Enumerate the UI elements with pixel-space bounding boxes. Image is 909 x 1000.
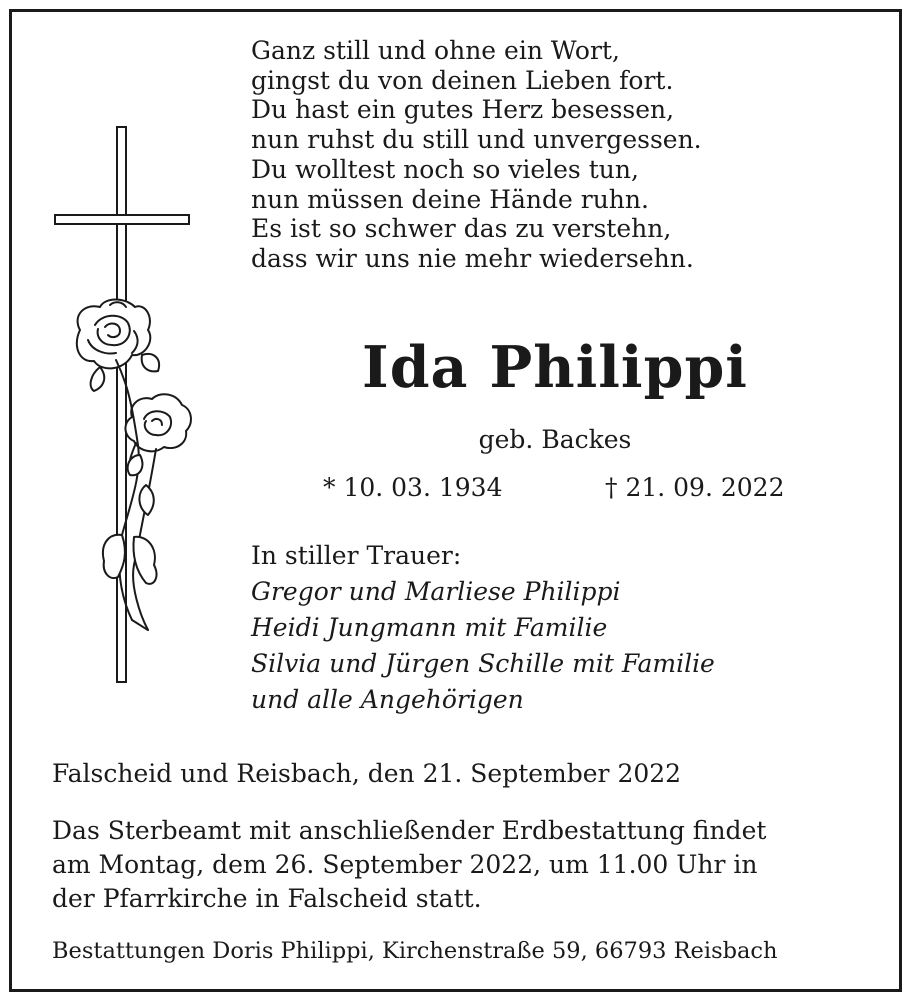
birth-date: * 10. 03. 1934 — [323, 473, 503, 502]
mourner-entry: Gregor und Marliese Philippi — [251, 577, 621, 606]
cross-with-roses-icon — [50, 125, 200, 685]
service-line: am Montag, dem 26. September 2022, um 11.00 Uhr in — [52, 850, 758, 879]
poem-line: Ganz still und ohne ein Wort, — [251, 36, 620, 65]
service-line: der Pfarrkirche in Falscheid statt. — [52, 884, 482, 913]
undertaker-line: Bestattungen Doris Philippi, Kirchenstraße 59, 66793 Reisbach — [52, 938, 778, 964]
poem-line: gingst du von deinen Lieben fort. — [251, 65, 674, 95]
place-date: Falscheid und Reisbach, den 21. September 2022 — [52, 759, 682, 788]
poem-line: dass wir uns nie mehr wiedersehn. — [251, 243, 694, 273]
service-notice — [52, 814, 872, 916]
poem-line: nun ruhst du still und unvergessen. — [251, 125, 702, 155]
poem-line: Du wolltest noch so vieles tun, — [251, 154, 639, 184]
poem-line: nun müssen deine Hände ruhn. — [251, 184, 649, 214]
death-date: † 21. 09. 2022 — [605, 473, 785, 502]
mourners-block — [251, 538, 851, 718]
poem — [251, 36, 811, 274]
deceased-name: Ida Philippi — [362, 334, 748, 401]
poem-line: Du hast ein gutes Herz besessen, — [251, 95, 675, 125]
mourner-entry: Silvia und Jürgen Schille mit Familie — [251, 649, 715, 678]
maiden-name: geb. Backes — [478, 425, 632, 454]
service-line: Das Sterbeamt mit anschließender Erdbestattung findet — [52, 816, 767, 845]
mourners-heading: In stiller Trauer: — [251, 541, 462, 570]
mourner-entry: und alle Angehörigen — [251, 685, 524, 714]
mourner-entry: Heidi Jungmann mit Familie — [251, 613, 608, 642]
poem-line: Es ist so schwer das zu verstehn, — [251, 214, 672, 244]
